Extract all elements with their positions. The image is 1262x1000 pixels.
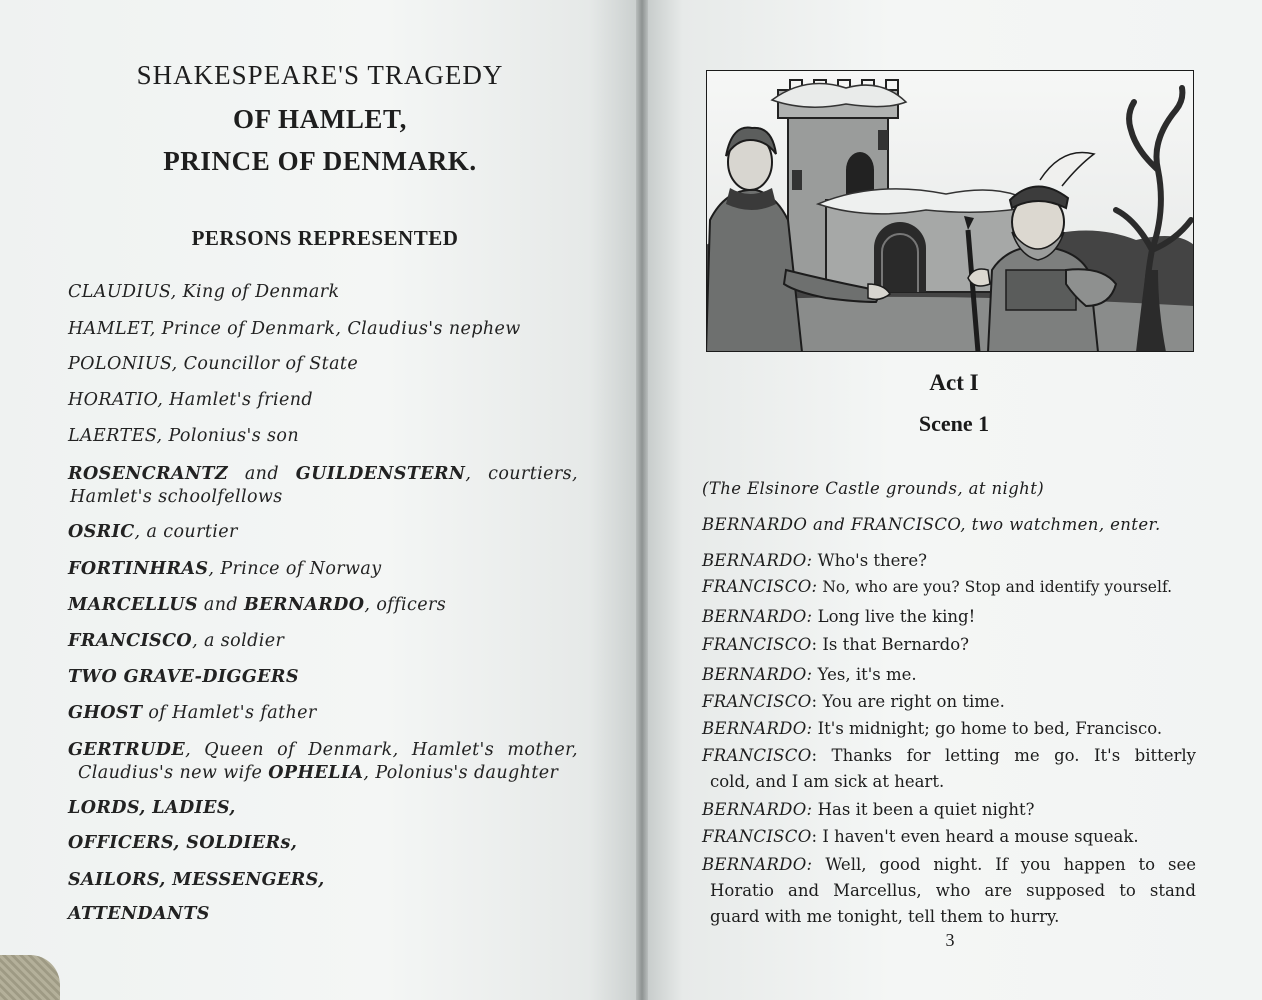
person-polonius [68,353,578,376]
dialogue-text: : Is that Bernardo? [811,635,970,654]
dialogue-line [702,797,1196,823]
person-desc: , Polonius's daughter [363,763,559,783]
person-desc: , officers [364,595,447,615]
person-line-1 [68,463,578,486]
person-hamlet [68,318,578,341]
person-conjunction: and [197,595,244,615]
person-name: GHOST [68,703,143,723]
dialogue-text: Yes, it's me. [812,665,917,684]
speaker-name: FRANCISCO: [702,577,818,596]
person-desc: , Councillor of State [171,354,359,374]
speaker-name: BERNARDO: [702,800,813,819]
dialogue-line [702,689,1196,715]
person-horatio [68,389,578,412]
person-fortinbras [68,558,578,581]
person-name: MARCELLUS [68,595,198,615]
person-line-1 [68,739,578,762]
dialogue-text: No, who are you? Stop and identify yourself. [817,578,1173,596]
person-name: HAMLET [68,319,150,339]
speaker-name: BERNARDO: [702,665,813,684]
dialogue-text: : You are right on time. [811,692,1005,711]
title-line-1: SHAKESPEARE'S TRAGEDY [136,60,504,90]
person-name: OFFICERS, SOLDIERs, [68,833,298,853]
person-desc: , Polonius's son [156,426,300,446]
person-desc: , Hamlet's friend [157,390,314,410]
person-name: TWO GRAVE-DIGGERS [68,667,299,687]
person-name: GUILDENSTERN [295,464,466,484]
dialogue-text: Has it been a quiet night? [812,800,1035,819]
person-desc: , King of Denmark [170,282,340,302]
person-desc: Claudius's new wife [78,763,269,783]
person-desc-cont [68,762,578,785]
person-attendants [68,903,578,926]
dialogue-line-first [702,852,1196,878]
person-lords-ladies [68,797,578,820]
title-line-2: OF HAMLET, [233,104,407,134]
speaker-name: FRANCISCO [702,692,812,711]
speaker-name: FRANCISCO [702,827,812,846]
person-name: OPHELIA [268,763,364,783]
person-desc: of Hamlet's father [142,703,317,723]
person-name: GERTRUDE [68,740,186,760]
dialogue-line [702,743,1196,795]
dialogue-text-cont: guard with me tonight, tell them to hurry. [710,907,1060,926]
person-name: CLAUDIUS [68,282,171,302]
stage-direction [702,512,1196,538]
person-osric [68,521,578,544]
dialogue-line [702,574,1196,600]
castle-illustration [706,70,1194,352]
person-name: HORATIO [68,390,158,410]
person-gravediggers [68,666,578,689]
person-officers-soldiers [68,832,578,855]
person-name: BERNARDO [243,595,365,615]
speaker-name: FRANCISCO [702,746,812,765]
scene-heading: Scene 1 [918,411,990,436]
dialogue-line [702,716,1196,742]
person-name: FORTINHRAS [68,559,209,579]
person-name: POLONIUS [68,354,172,374]
person-desc: , a courtier [134,522,238,542]
person-desc: , courtiers, [465,464,578,484]
person-name: ROSENCRANTZ [68,464,229,484]
dialogue-line [702,852,1196,930]
person-francisco [68,630,578,653]
dialogue-line-first [702,743,1196,769]
stage-direction-text: BERNARDO and FRANCISCO, two watchmen, enter. [702,515,1161,534]
dialogue-line [702,548,1196,574]
person-desc-cont: Hamlet's schoolfellows [70,487,283,507]
person-gertrude-ophelia [68,739,578,785]
person-rosencrantz-guildenstern [68,463,578,509]
title-line-3: PRINCE OF DENMARK. [163,146,477,176]
dialogue-text: : Thanks for letting me go. It's bitterly [811,746,1196,765]
person-name: LORDS, LADIES, [68,798,236,818]
dialogue-text: : I haven't even heard a mouse squeak. [811,827,1139,846]
dialogue-line [702,604,1196,630]
person-desc: , Queen of Denmark, Hamlet's mother, [185,740,578,760]
speaker-name: BERNARDO: [702,855,813,874]
dialogue-text: It's midnight; go home to bed, Francisco. [812,719,1163,738]
speaker-name: BERNARDO: [702,719,813,738]
dialogue-line [702,824,1196,850]
dialogue-line [702,632,1196,658]
speaker-name: FRANCISCO [702,635,812,654]
dialogue-text: Who's there? [812,551,927,570]
person-desc: , a soldier [192,631,285,651]
person-name: LAERTES [68,426,157,446]
dialogue-line [702,662,1196,688]
person-marcellus-bernardo [68,594,578,617]
person-claudius [68,281,578,304]
person-name: OSRIC [68,522,135,542]
speaker-name: BERNARDO: [702,551,813,570]
dialogue-text: Well, good night. If you happen to see [812,855,1196,874]
person-desc: , Prince of Denmark, Claudius's nephew [149,319,521,339]
page-number: 3 [945,930,955,950]
stage-direction-text: (The Elsinore Castle grounds, at night) [702,479,1045,498]
person-desc: , Prince of Norway [208,559,382,579]
person-name: SAILORS, MESSENGERS, [68,870,325,890]
dialogue-text-cont: Horatio and Marcellus, who are supposed to stand [710,881,1196,900]
person-name: ATTENDANTS [68,904,210,924]
person-name: FRANCISCO [68,631,193,651]
speaker-name: BERNARDO: [702,607,813,626]
stage-direction [702,476,1196,502]
person-conjunction: and [228,464,296,484]
dialogue-text-cont: cold, and I am sick at heart. [710,772,945,791]
person-sailors-messengers [68,869,578,892]
persons-heading: PERSONS REPRESENTED [191,226,459,250]
dialogue-text: Long live the king! [812,607,976,626]
act-heading: Act I [929,370,979,395]
person-laertes [68,425,578,448]
person-ghost [68,702,578,725]
